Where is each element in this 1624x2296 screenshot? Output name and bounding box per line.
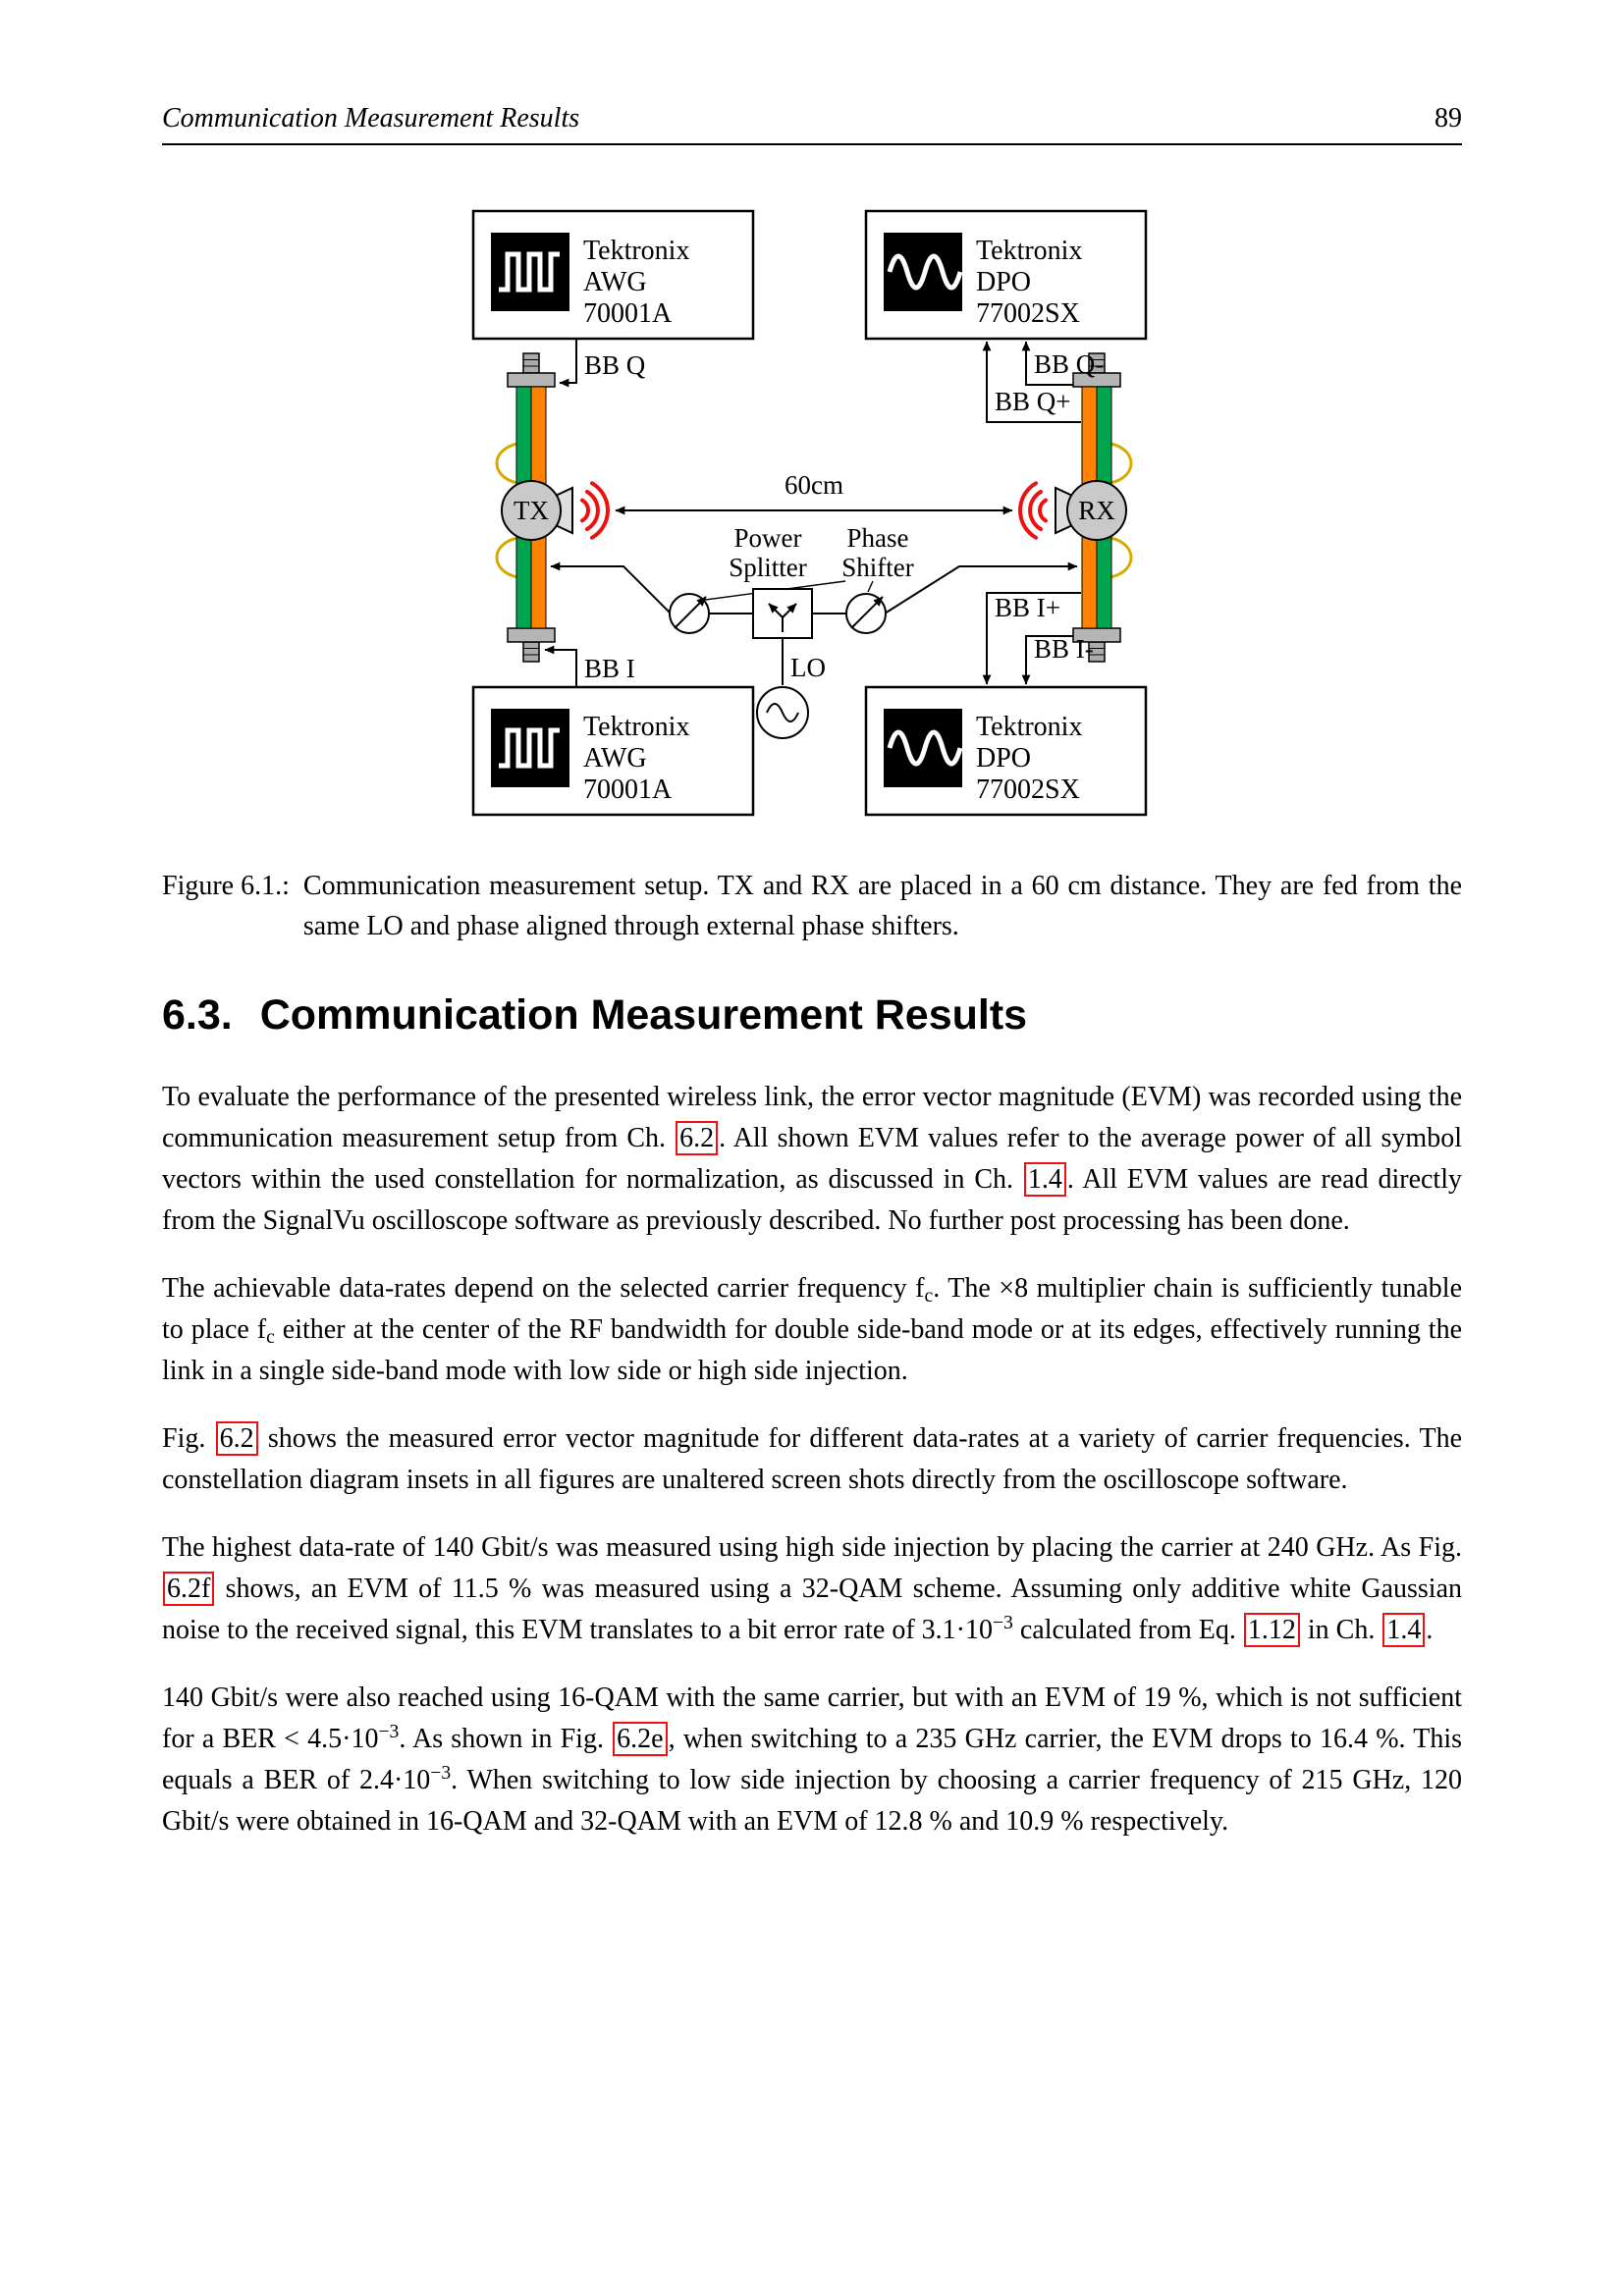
bb-q-minus-label: BB Q-	[1034, 349, 1105, 379]
tx-wave-arc-3	[592, 483, 608, 537]
bb-i-plus-label: BB I+	[995, 593, 1060, 622]
instrument-name: Tektronix	[976, 236, 1083, 266]
bb-q-label: BB Q	[584, 350, 646, 380]
body-text	[162, 1077, 1462, 1842]
phase-shifter-label-line1: Phase	[846, 523, 909, 553]
sub-text: c	[266, 1327, 275, 1349]
bb-i-minus-label: BB I-	[1034, 634, 1094, 664]
page-header	[162, 103, 1462, 145]
instrument-type: AWG	[583, 267, 647, 297]
instrument-model: 77002SX	[976, 774, 1080, 805]
power-splitter-label-line1: Power	[733, 523, 802, 553]
instrument-dpo-bottom	[866, 687, 1146, 815]
figure-diagram	[370, 196, 1254, 834]
instrument-type: DPO	[976, 743, 1032, 774]
rx-bias-wire-lower	[1110, 538, 1131, 577]
tx-top-screw	[523, 353, 539, 373]
tx-wave-arc-1	[582, 501, 588, 521]
section-number: 6.3.	[162, 991, 233, 1040]
tx-bottom-screw	[523, 642, 539, 662]
phase-shifter-label-line2: Shifter	[841, 553, 914, 582]
instrument-dpo-top	[866, 211, 1146, 339]
bb-i-line	[545, 650, 576, 686]
instrument-name: Tektronix	[976, 712, 1083, 742]
instrument-model: 70001A	[583, 774, 673, 805]
sup-text: −3	[992, 1613, 1013, 1634]
instrument-model: 70001A	[583, 298, 673, 329]
instrument-model: 77002SX	[976, 298, 1080, 329]
tx-label: TX	[514, 496, 549, 525]
bb-i-label: BB I	[584, 654, 635, 683]
tx-bottom-cap	[508, 628, 555, 642]
rx-bias-wire-upper	[1110, 444, 1131, 483]
bb-q-plus-label: BB Q+	[995, 387, 1071, 416]
lo-to-tx-line	[551, 566, 671, 614]
figure-caption-label: Figure 6.1.:	[162, 871, 290, 901]
square-wave-glyph	[499, 730, 560, 766]
figure-caption	[162, 867, 1462, 946]
sup-text: −3	[430, 1763, 452, 1785]
sup-text: −3	[378, 1722, 400, 1743]
lo-label: LO	[790, 653, 826, 682]
phase-shifter-pointer-right	[868, 581, 873, 592]
tx-bias-wire-lower	[497, 538, 517, 577]
instrument-awg-top	[473, 211, 753, 339]
instrument-name: Tektronix	[583, 712, 690, 742]
reference-link[interactable]: 6.2e	[613, 1722, 667, 1756]
page-number: 89	[1435, 103, 1462, 133]
section-title: Communication Measurement Results	[259, 991, 1028, 1040]
figure-caption-text: Communication measurement setup. TX and RX are placed in a 60 cm distance. They are fed from the same LO and phase aligned through external phase shifters.	[302, 871, 1462, 941]
reference-link[interactable]: 1.4	[1024, 1162, 1066, 1197]
square-wave-glyph	[499, 254, 560, 290]
figure	[370, 196, 1254, 839]
distance-label: 60cm	[785, 470, 843, 500]
tx-bias-wire-upper	[497, 444, 517, 483]
bb-q-line	[560, 340, 576, 383]
paragraph-2: The achievable data-rates depend on the selected carrier frequency fc. The ×8 multiplier chain is sufficiently tunable to place fc either at the center of the RF bandwidth for double side-band mode or at its edges, effectively running the link in a single side-band mode with low side or high side injection.	[162, 1273, 1463, 1387]
rx-label: RX	[1078, 496, 1115, 525]
reference-link[interactable]: 1.4	[1382, 1613, 1425, 1647]
paragraph-1: To evaluate the performance of the presented wireless link, the error vector magnitude (EVM) was recorded using the communication measurement setup from Ch. 6.2 . All shown EVM values refer to the average power of all symbol vectors within the used constellation for normalization, as discussed in Ch. 1.4 . All EVM values are read directly from the SignalVu oscilloscope software as previously described. No further post processing has been done.	[162, 1082, 1462, 1237]
reference-link[interactable]: 6.2f	[163, 1572, 214, 1606]
instrument-name: Tektronix	[583, 236, 690, 266]
power-splitter-label-line2: Splitter	[729, 553, 807, 582]
tx-top-cap	[508, 373, 555, 387]
section-heading	[162, 991, 1462, 1040]
instrument-awg-bottom	[473, 687, 753, 815]
paragraph-5: 140 Gbit/s were also reached using 16-QAM with the same carrier, but with an EVM of 19 %, which is not sufficient for a BER < $4.5\cdot 10^{-3}$. As shown in Fig. 6.2e , when switching to a 235 GHz carrier, the EVM drops to 16.4 %. This equals a BER of $2.4\cdot 10^{-3}$. When switching to low side injection by choosing a carrier frequency of 215 GHz, 120 Gbit/s were obtained in 16-QAM and 32-QAM with an EVM of 12.8 % and 10.9 % respectively.	[162, 1682, 1463, 1838]
rx-wave-arc-1	[1040, 501, 1046, 521]
sub-text: c	[924, 1286, 934, 1308]
reference-link[interactable]: 6.2	[216, 1421, 258, 1456]
paragraph-4: The highest data-rate of 140 Gbit/s was measured using high side injection by placing the carrier at 240 GHz. As Fig. 6.2f shows, an EVM of 11.5 % was measured using a 32-QAM scheme. Assuming only additive white Gaussian noise to the received signal, this EVM translates to a bit error rate of $3.1\cdot 10^{-3}$ calculated from Eq. 1.12 in Ch. 1.4 .	[162, 1532, 1462, 1646]
reference-link[interactable]: 6.2	[676, 1121, 718, 1155]
rx-wave-arc-3	[1020, 483, 1036, 537]
instrument-type: AWG	[583, 743, 647, 774]
tx-assembly	[497, 353, 608, 662]
paragraph-3: Fig. 6.2 shows the measured error vector magnitude for different data-rates at a variety of carrier frequencies. The constellation diagram insets in all figures are unaltered screen shots directly from the oscilloscope software.	[162, 1423, 1462, 1496]
header-title: Communication Measurement Results	[162, 103, 580, 133]
reference-link[interactable]: 1.12	[1244, 1613, 1300, 1647]
instrument-type: DPO	[976, 267, 1032, 297]
